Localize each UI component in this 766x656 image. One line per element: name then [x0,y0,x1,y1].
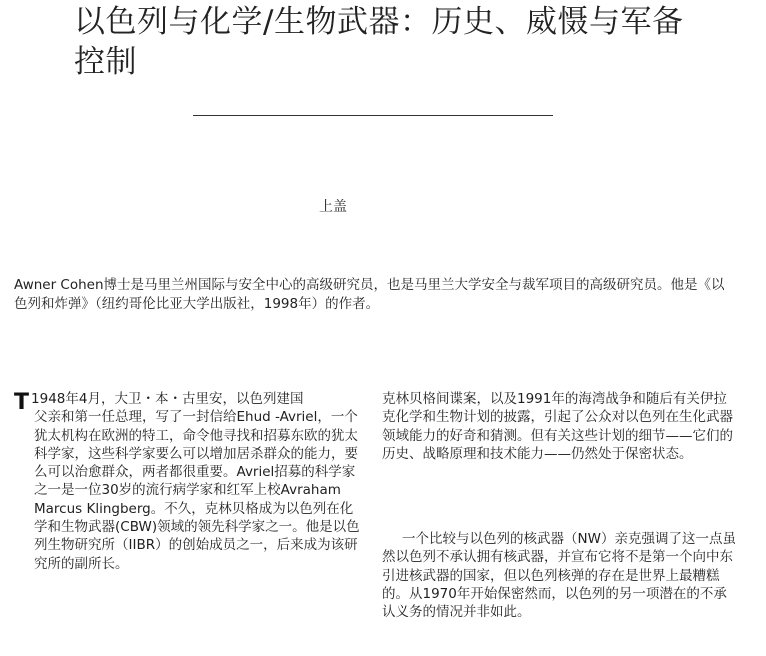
author-name: 上盖 [319,199,347,215]
left-column [12,390,364,573]
first-line: 1948年4月，大卫・本・古里安，以色列建国 [31,391,304,407]
right-column-paragraph-1: 克林贝格间谍案，以及1991年的海湾战争和随后有关伊拉克化学和生物计划的披露，引起了公众对以色列在生化武器领域能力的好奇和猜测。但有关这些计划的细节——它们的历史、战略原理和技术能力——仍然处于保密状态。 [382,391,733,462]
left-column-body: 父亲和第一任总理，写了一封信给Ehud -Avriel，一个犹太机构在欧洲的特工，命令他寻找和招募东欧的犹太科学家，这些科学家要么可以增加居杀群众的能力，要么可以治愈群众，两者都很重要。Avriel招募的科学家之一是一位30岁的流行病学家和红军上校Avraham Marcus Klingberg。不久，克林贝格成为以色列在化学和生物武器(CBW)领域的领先科学家之一。他是以色列生物研究所（IIBR）的创始成员之一，后来成为该研究所的副所长。 [34,409,360,572]
drop-cap: T [14,390,30,415]
document-title: 以色列与化学/生物武器：历史、威慑与军备控制 [74,4,684,80]
title-divider [193,115,553,116]
right-column-paragraph-2: 一个比较与以色列的核武器（NW）亲克强调了这一点虽然以色列不承认拥有核武器，并宣布它将不是第一个向中东引进核武器的国家，但以色列核弹的存在是世界上最糟糕的。从1970年开始保密然而，以色列的另一项潜在的不承认义务的情况并非如此。 [382,531,736,621]
author-bio: Awner Cohen博士是马里兰州国际与安全中心的高级研究员，也是马里兰大学安全与裁军项目的高级研究员。他是《以色列和炸弹》（纽约哥伦比亚大学出版社，1998年）的作者。 [14,277,725,312]
